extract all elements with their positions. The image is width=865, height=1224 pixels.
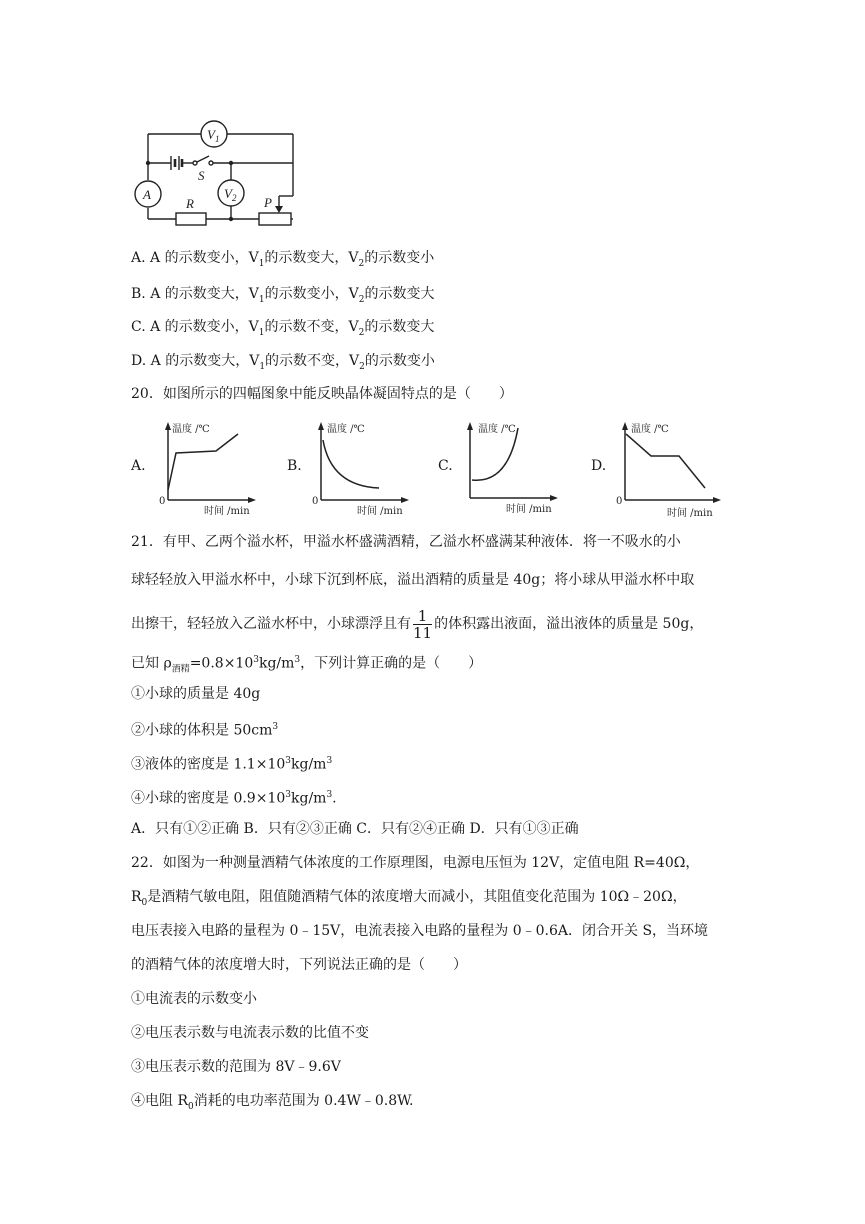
fraction-one-eleventh: $\frac{1}{11}$ xyxy=(413,606,433,642)
graph-c xyxy=(458,418,558,518)
q20-label-d: D. xyxy=(591,458,607,474)
graph-d-xlabel: 时间 /min xyxy=(667,508,713,519)
q20-label-b: B. xyxy=(287,458,302,474)
q21-statement-3: ③液体的密度是 $1.1\times 10^3kg/m^3$ xyxy=(131,756,333,773)
q22-line-1: 22．如图为一种测量酒精气体浓度的工作原理图，电源电压恒为 12V，定值电阻 R=40Ω， xyxy=(131,855,700,871)
graph-a-xlabel: 时间 /min xyxy=(204,506,250,517)
q22-statement-3: ③电压表示数的范围为 8V﹣9.6V xyxy=(131,1059,341,1075)
graph-a xyxy=(156,418,256,518)
svg-text:0: 0 xyxy=(159,496,166,507)
graph-b-ylabel: 温度 /℃ xyxy=(327,424,365,435)
graph-a-ylabel: 温度 /℃ xyxy=(172,424,210,435)
q22-statement-2: ②电压表示数与电流表示数的比值不变 xyxy=(131,1025,369,1041)
q22-statement-4: ④电阻 $R_0$消耗的电功率范围为 0.4W﹣0.8W. xyxy=(131,1093,414,1112)
resistor-label: R xyxy=(186,196,194,211)
svg-text:0: 0 xyxy=(616,496,623,507)
q19-option-c: C. A 的示数变小，$V_1$的示数不变，$V_2$的示数变大 xyxy=(131,319,435,338)
v1-label: $V_1$ xyxy=(207,127,220,144)
q21-statement-4: ④小球的密度是 $0.9\times 10^3kg/m^3$. xyxy=(131,790,337,807)
graph-c-xlabel: 时间 /min xyxy=(506,504,552,515)
q22-line-4: 的酒精气体的浓度增大时，下列说法正确的是（ ） xyxy=(131,957,467,973)
graph-b xyxy=(309,418,409,518)
graph-d-ylabel: 温度 /℃ xyxy=(631,424,669,435)
q21-line-3: 出擦干，轻轻放入乙溢水杯中，小球漂浮且有 $\frac{1}{11}$ 的体积露出液面，溢出液体的质量是 50g， xyxy=(131,606,704,642)
q21-line-1: 21．有甲、乙两个溢水杯，甲溢水杯盛满酒精，乙溢水杯盛满某种液体．将一不吸水的小 xyxy=(131,534,681,550)
q21-line-2: 球轻轻放入甲溢水杯中，小球下沉到杯底，溢出酒精的质量是 40g；将小球从甲溢水杯中取 xyxy=(131,572,695,588)
rheostat-label: P xyxy=(264,195,272,210)
q22-line-2: $R_0$是酒精气敏电阻，阻值随酒精气体的浓度增大而减小，其阻值变化范围为 10Ω﹣20Ω， xyxy=(131,889,687,908)
q21-line-4: 已知 $\rho_{酒精}=0.8\times 10^3kg/m^3$，下列计算正确的是（ ） xyxy=(131,655,483,675)
q19-option-b: B. A 的示数变大，$V_1$的示数变小，$V_2$的示数变大 xyxy=(131,286,435,305)
svg-text:0: 0 xyxy=(312,496,319,507)
graph-d xyxy=(613,418,723,520)
q20-label-a: A. xyxy=(131,458,146,474)
switch-label: S xyxy=(198,168,205,183)
q20-stem: 20．如图所示的四幅图象中能反映晶体凝固特点的是（ ） xyxy=(131,386,513,402)
q22-statement-1: ①电流表的示数变小 xyxy=(131,991,257,1007)
graph-b-xlabel: 时间 /min xyxy=(357,506,403,517)
q19-option-d: D. A 的示数变大，$V_1$的示数不变，$V_2$的示数变小 xyxy=(131,353,435,372)
q21-statement-1: ①小球的质量是 40g xyxy=(131,686,261,702)
circuit-diagram xyxy=(131,118,301,230)
q21-statement-2: ②小球的体积是 $50cm^3$ xyxy=(131,722,279,739)
q21-options: A．只有①②正确 B．只有②③正确 C．只有②④正确 D．只有①③正确 xyxy=(131,821,579,837)
v2-label: $V_2$ xyxy=(224,186,237,203)
ammeter-label: A xyxy=(143,187,151,202)
q20-label-c: C. xyxy=(438,458,453,474)
q19-option-a: A. A 的示数变小，$V_1$的示数变大，$V_2$的示数变小 xyxy=(131,250,435,269)
q22-line-3: 电压表接入电路的量程为 0﹣15V，电流表接入电路的量程为 0﹣0.6A．闭合开关 S，当环境 xyxy=(131,923,709,939)
graph-c-ylabel: 温度 /℃ xyxy=(478,424,516,435)
